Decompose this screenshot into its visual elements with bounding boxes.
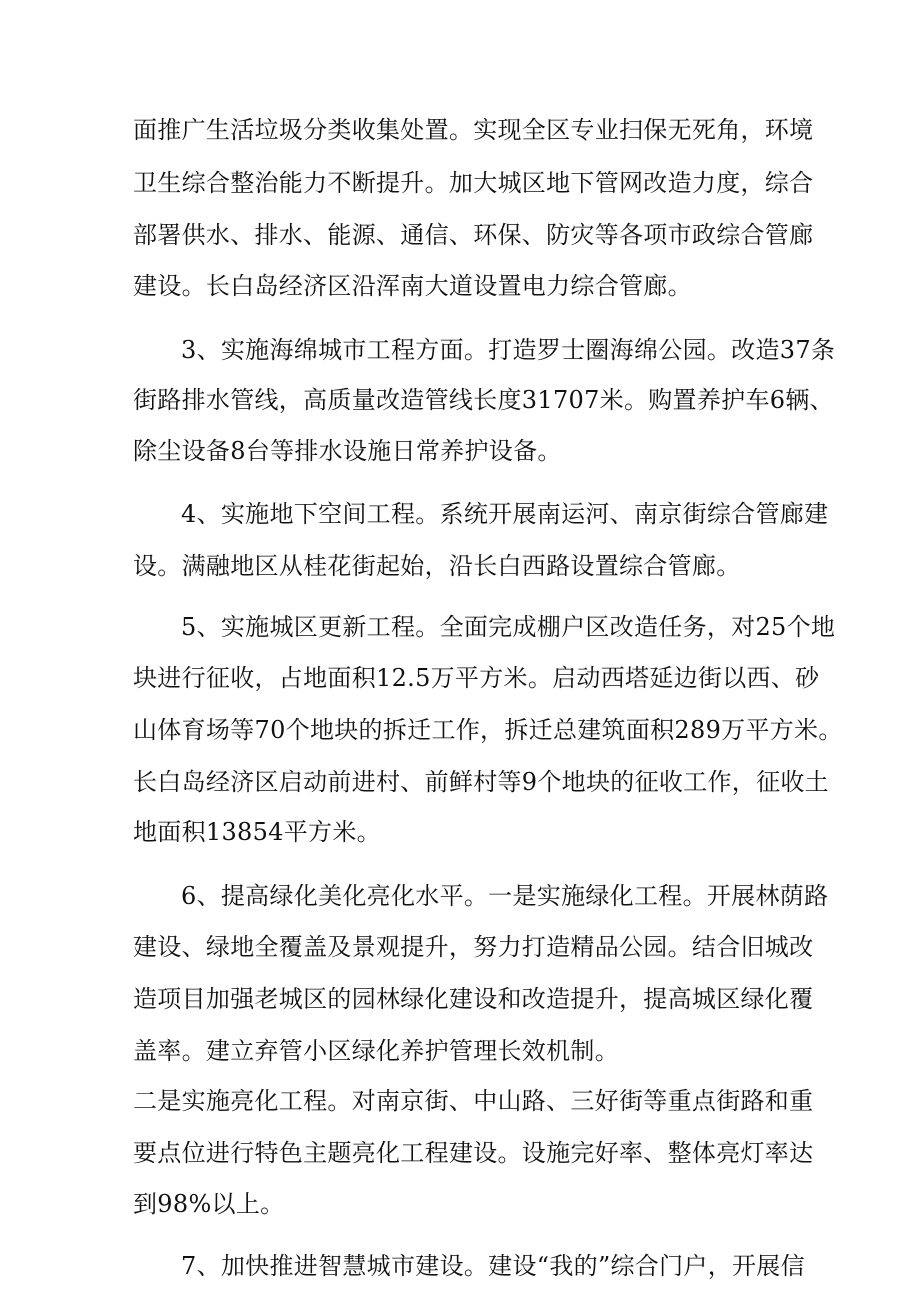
text-line: 卫生综合整治能力不断提升。加大城区地下管网改造力度，综合 <box>133 169 814 197</box>
text-line: 建设、绿地全覆盖及景观提升，努力打造精品公园。结合旧城改 <box>133 933 814 961</box>
paragraph-3-start: 3、实施海绵城市工程方面。打造罗士圈海绵公园。改造37条 <box>181 336 836 364</box>
text-line: 要点位进行特色主题亮化工程建设。设施完好率、整体亮灯率达 <box>133 1139 814 1167</box>
text-line: 街路排水管线，高质量改造管线长度31707米。购置养护车6辆、 <box>133 386 834 414</box>
paragraph-6-start: 6、提高绿化美化亮化水平。一是实施绿化工程。开展林荫路 <box>181 882 829 910</box>
text-line: 长白岛经济区启动前进村、前鲜村等9个地块的征收工作，征收土 <box>133 768 829 796</box>
text-line: 二是实施亮化工程。对南京街、中山路、三好街等重点街路和重 <box>133 1087 814 1115</box>
text-line: 建设。长白岛经济区沿浑南大道设置电力综合管廊。 <box>133 272 692 300</box>
text-line: 盖率。建立弃管小区绿化养护管理长效机制。 <box>133 1037 619 1065</box>
paragraph-5-start: 5、实施城区更新工程。全面完成棚户区改造任务，对25个地 <box>181 613 836 641</box>
text-line: 除尘设备8台等排水设施日常养护设备。 <box>133 437 562 465</box>
text-line: 面推广生活垃圾分类收集处置。实现全区专业扫保无死角，环境 <box>133 116 814 144</box>
text-line: 设。满融地区从桂花街起始，沿长白西路设置综合管廊。 <box>133 552 741 580</box>
text-line: 部署供水、排水、能源、通信、环保、防灾等各项市政综合管廊 <box>133 221 814 249</box>
text-line: 地面积13854平方米。 <box>133 818 381 846</box>
text-line: 到98%以上。 <box>133 1190 285 1218</box>
text-line: 造项目加强老城区的园林绿化建设和改造提升，提高城区绿化覆 <box>133 985 814 1013</box>
paragraph-7-start: 7、加快推进智慧城市建设。建设“我的”综合门户，开展信 <box>181 1252 805 1280</box>
paragraph-4-start: 4、实施地下空间工程。系统开展南运河、南京街综合管廊建 <box>181 500 829 528</box>
text-line: 块进行征收，占地面积12.5万平方米。启动西塔延边街以西、砂 <box>133 664 820 692</box>
text-line: 山体育场等70个地块的拆迁工作，拆迁总建筑面积289万平方米。 <box>133 716 843 744</box>
